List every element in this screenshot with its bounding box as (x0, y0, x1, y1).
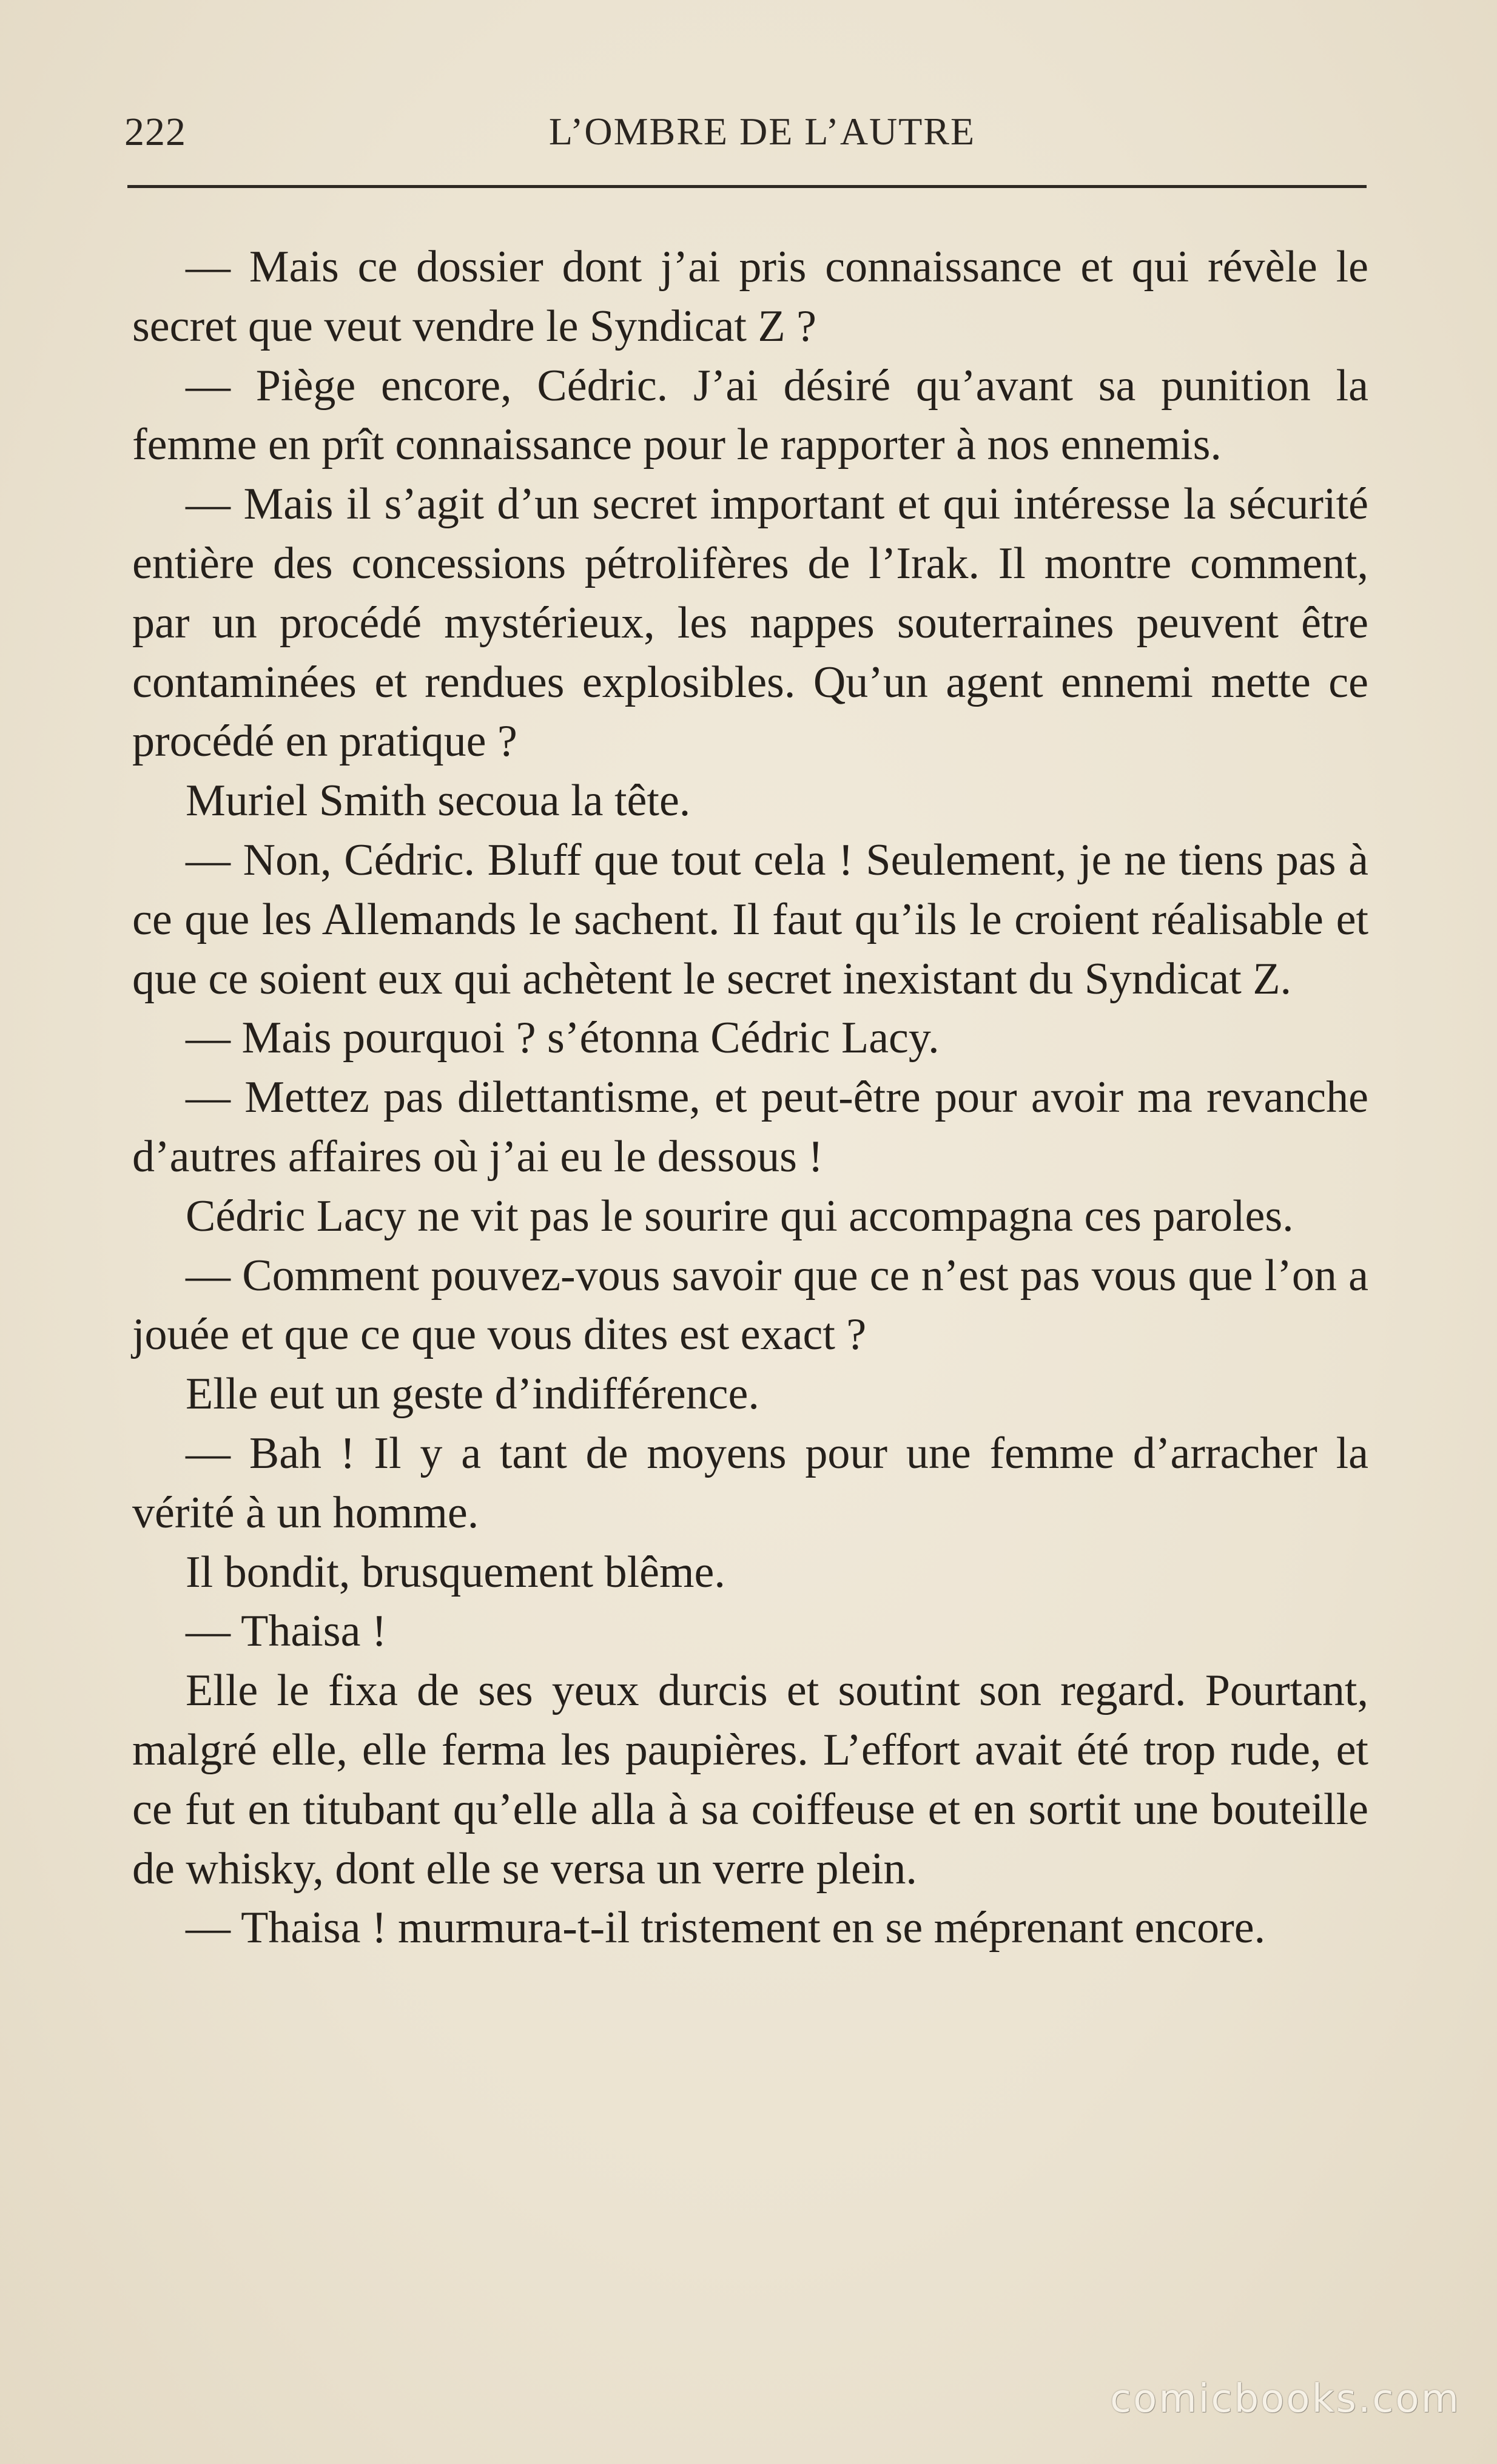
body-text (132, 238, 1368, 1958)
paragraph: — Mais pourquoi ? s’étonna Cédric Lacy. (186, 1013, 940, 1063)
running-title: L’OMBRE DE L’AUTRE (548, 110, 976, 153)
paragraph: — Thaisa ! (186, 1606, 387, 1657)
paragraph: Elle le fixa de ses yeux durcis et soutint son regard. Pourtant, malgré elle, elle ferma les paupières. L’effort avait été trop rude, et ce fut en titubant qu’elle alla à sa coiffeuse et en sortit une bouteille de whisky, dont elle se versa un verre plein. (132, 1666, 1368, 1894)
paragraph: Elle eut un geste d’indifférence. (186, 1369, 759, 1419)
watermark: comicbooks.com (1109, 2377, 1461, 2422)
paragraph: — Mais il s’agit d’un secret important et qui intéresse la sécurité entière des concessions pétrolifères de l’Irak. Il montre comment, par un procédé mystérieux, les nappes souterraines peuvent être contaminées et rendues explosibles. Qu’un agent ennemi mette ce procédé en pratique ? (132, 479, 1368, 767)
paragraph: — Comment pouvez-vous savoir que ce n’est pas vous que l’on a jouée et que ce que vous dites est exact ? (132, 1250, 1368, 1360)
paragraph: Muriel Smith secoua la tête. (186, 776, 691, 826)
paragraph: — Piège encore, Cédric. J’ai désiré qu’avant sa punition la femme en prît connaissance pour le rapporter à nos ennemis. (132, 360, 1368, 470)
paragraph: Il bondit, brusquement blême. (186, 1547, 725, 1597)
header-rule (127, 185, 1367, 188)
page-number: 222 (124, 110, 186, 154)
paragraph: — Bah ! Il y a tant de moyens pour une femme d’arracher la vérité à un homme. (132, 1428, 1368, 1538)
paragraph: Cédric Lacy ne vit pas le sourire qui accompagna ces paroles. (186, 1191, 1294, 1241)
paragraph: — Mettez pas dilettantisme, et peut-être pour avoir ma revanche d’autres affaires où j’ai eu le dessous ! (132, 1072, 1368, 1182)
paragraph: — Mais ce dossier dont j’ai pris connaissance et qui révèle le secret que veut vendre le Syndicat Z ? (132, 242, 1368, 351)
page-header (124, 109, 1364, 164)
paragraph: — Thaisa ! murmura-t-il tristement en se méprenant encore. (186, 1903, 1266, 1953)
paragraph: — Non, Cédric. Bluff que tout cela ! Seulement, je ne tiens pas à ce que les Allemands le sachent. Il faut qu’ils le croient réalisable et que ce soient eux qui achètent le secret inexistant du Syndicat Z. (132, 835, 1368, 1004)
